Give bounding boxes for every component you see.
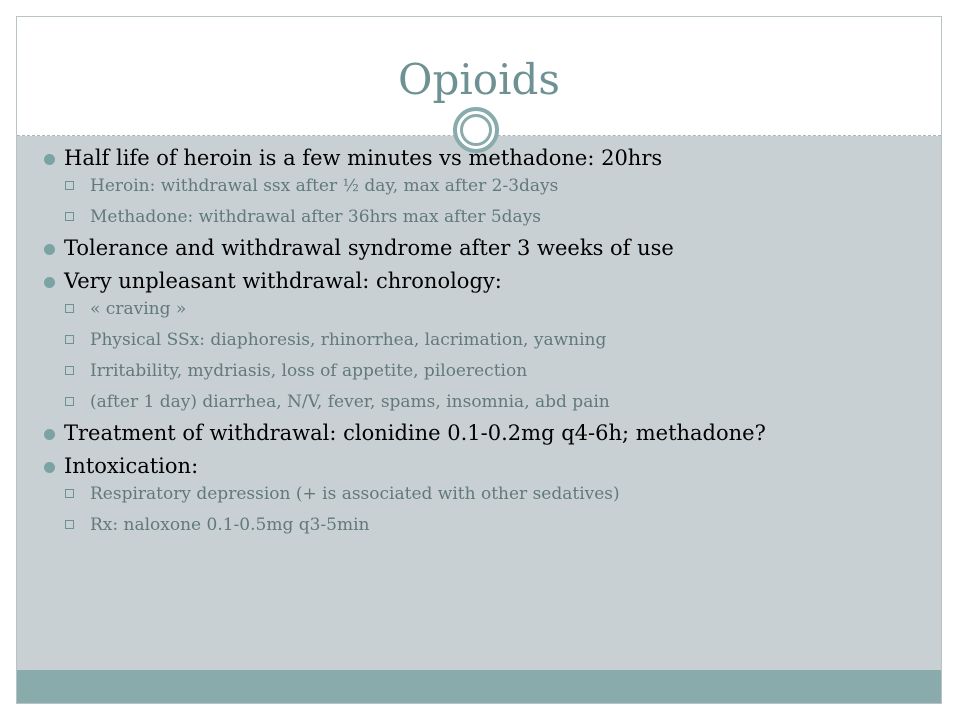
bullet-item — [44, 146, 884, 228]
sub-bullet-item — [64, 298, 884, 320]
sub-bullet-list — [64, 483, 884, 536]
footer-bar — [17, 670, 941, 703]
sub-bullet-text: (after 1 day) diarrhea, N/V, fever, spams, insomnia, abd pain — [90, 392, 610, 412]
sub-bullet-text: Respiratory depression (+ is associated with other sedatives) — [90, 484, 620, 504]
sub-bullet-text: Physical SSx: diaphoresis, rhinorrhea, lacrimation, yawning — [90, 330, 607, 350]
round-bullet-icon — [44, 244, 55, 255]
sub-bullet-item — [64, 514, 884, 536]
sub-bullet-item — [64, 483, 884, 505]
bullet-item — [44, 454, 884, 536]
square-bullet-icon — [65, 181, 74, 190]
round-bullet-icon — [44, 462, 55, 473]
sub-bullet-text: « craving » — [90, 299, 187, 319]
sub-bullet-item — [64, 360, 884, 382]
sub-bullet-item — [64, 329, 884, 351]
square-bullet-icon — [65, 335, 74, 344]
sub-bullet-text: Irritability, mydriasis, loss of appetite, piloerection — [90, 361, 528, 381]
square-bullet-icon — [65, 304, 74, 313]
bullet-text: Intoxication: — [64, 454, 199, 478]
square-bullet-icon — [65, 489, 74, 498]
round-bullet-icon — [44, 154, 55, 165]
bullet-text: Tolerance and withdrawal syndrome after 3 weeks of use — [64, 236, 674, 260]
sub-bullet-text: Methadone: withdrawal after 36hrs max after 5days — [90, 207, 542, 227]
sub-bullet-item — [64, 391, 884, 413]
bullet-list — [44, 146, 884, 536]
round-bullet-icon — [44, 429, 55, 440]
sub-bullet-list — [64, 298, 884, 413]
bullet-item — [44, 421, 884, 446]
bullet-text: Very unpleasant withdrawal: chronology: — [64, 269, 502, 293]
bullet-item — [44, 269, 884, 413]
round-bullet-icon — [44, 277, 55, 288]
sub-bullet-item — [64, 175, 884, 197]
bullet-text: Half life of heroin is a few minutes vs methadone: 20hrs — [64, 146, 663, 170]
sub-bullet-item — [64, 206, 884, 228]
square-bullet-icon — [65, 212, 74, 221]
square-bullet-icon — [65, 397, 74, 406]
sub-bullet-text: Rx: naloxone 0.1-0.5mg q3-5min — [90, 515, 370, 535]
sub-bullet-text: Heroin: withdrawal ssx after ½ day, max after 2-3days — [90, 176, 559, 196]
bullet-item — [44, 236, 884, 261]
bullet-text: Treatment of withdrawal: clonidine 0.1-0.2mg q4-6h; methadone? — [64, 421, 766, 445]
sub-bullet-list — [64, 175, 884, 228]
square-bullet-icon — [65, 520, 74, 529]
slide-title: Opioids — [398, 55, 560, 104]
square-bullet-icon — [65, 366, 74, 375]
